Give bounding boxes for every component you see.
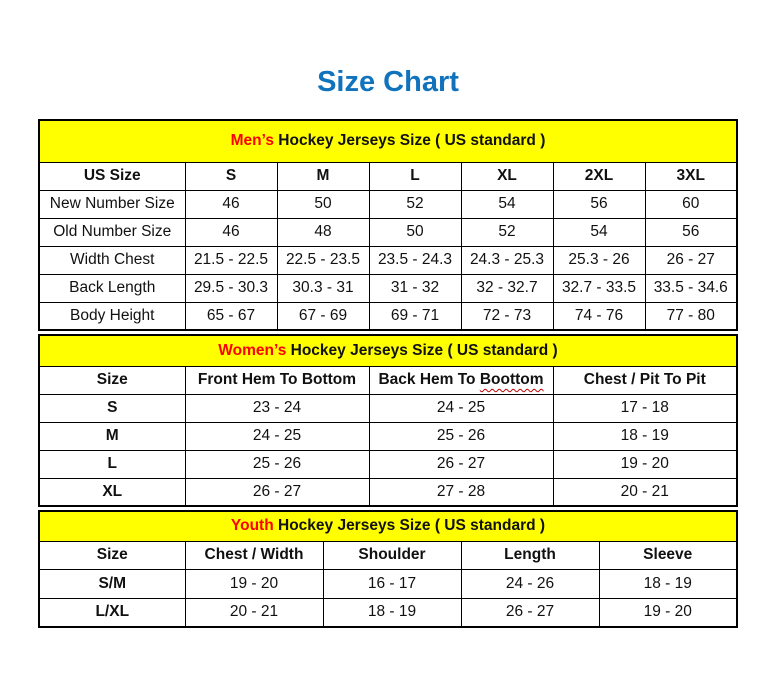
column-header: Length [461, 541, 599, 569]
row-label: Body Height [39, 302, 185, 330]
size-value-cell: 25.3 - 26 [553, 246, 645, 274]
table-row [39, 394, 737, 422]
size-value-cell: 25 - 26 [369, 422, 553, 450]
row-label: S [39, 394, 185, 422]
size-value-cell: 48 [277, 218, 369, 246]
column-header: Size [39, 541, 185, 569]
size-value-cell: 23.5 - 24.3 [369, 246, 461, 274]
table-row [39, 218, 737, 246]
size-value-cell: 20 - 21 [553, 478, 737, 506]
page-title: Size Chart [317, 66, 459, 98]
size-value-cell: 74 - 76 [553, 302, 645, 330]
column-header: XL [461, 162, 553, 190]
column-header: Shoulder [323, 541, 461, 569]
size-value-cell: 19 - 20 [553, 450, 737, 478]
row-label: L [39, 450, 185, 478]
size-value-cell: 22.5 - 23.5 [277, 246, 369, 274]
size-value-cell: 54 [553, 218, 645, 246]
row-label: M [39, 422, 185, 450]
size-value-cell: 26 - 27 [185, 478, 369, 506]
size-value-cell: 65 - 67 [185, 302, 277, 330]
column-header-row [39, 162, 737, 190]
row-label: XL [39, 478, 185, 506]
size-value-cell: 52 [369, 190, 461, 218]
size-value-cell: 46 [185, 218, 277, 246]
womens-size-chart-table [38, 334, 738, 507]
column-header-row [39, 366, 737, 394]
size-value-cell: 77 - 80 [645, 302, 737, 330]
size-value-cell: 27 - 28 [369, 478, 553, 506]
column-header: US Size [39, 162, 185, 190]
size-value-cell: 26 - 27 [369, 450, 553, 478]
size-value-cell: 52 [461, 218, 553, 246]
size-value-cell: 50 [369, 218, 461, 246]
table-row [39, 598, 737, 627]
table-row [39, 246, 737, 274]
table-row [39, 478, 737, 506]
column-header: Chest / Width [185, 541, 323, 569]
column-header: Front Hem To Bottom [185, 366, 369, 394]
section-highlight-word: Youth [230, 517, 274, 535]
size-value-cell: 26 - 27 [461, 598, 599, 627]
womens-section-header: Women’s Hockey Jerseys Size ( US standard ) [39, 335, 737, 366]
mens-size-chart-table [38, 119, 738, 331]
row-label: L/XL [39, 598, 185, 627]
table-row [39, 450, 737, 478]
column-header: M [277, 162, 369, 190]
size-value-cell: 20 - 21 [185, 598, 323, 627]
column-header: Sleeve [599, 541, 737, 569]
mens-section-header: Men’s Hockey Jerseys Size ( US standard ) [39, 120, 737, 162]
size-value-cell: 21.5 - 22.5 [185, 246, 277, 274]
size-value-cell: 72 - 73 [461, 302, 553, 330]
size-value-cell: 29.5 - 30.3 [185, 274, 277, 302]
table-row [39, 569, 737, 598]
table-row [39, 422, 737, 450]
size-value-cell: 56 [645, 218, 737, 246]
section-highlight-word: Men’s [230, 132, 274, 150]
row-label: Width Chest [39, 246, 185, 274]
misspelled-word: Boottom [479, 371, 544, 388]
size-value-cell: 46 [185, 190, 277, 218]
size-value-cell: 67 - 69 [277, 302, 369, 330]
size-value-cell: 26 - 27 [645, 246, 737, 274]
column-header: Chest / Pit To Pit [553, 366, 737, 394]
size-value-cell: 25 - 26 [185, 450, 369, 478]
size-value-cell: 24.3 - 25.3 [461, 246, 553, 274]
youth-section-header: Youth Hockey Jerseys Size ( US standard ) [39, 511, 737, 541]
size-value-cell: 54 [461, 190, 553, 218]
size-value-cell: 24 - 25 [185, 422, 369, 450]
table-row [39, 190, 737, 218]
size-value-cell: 18 - 19 [599, 569, 737, 598]
size-value-cell: 30.3 - 31 [277, 274, 369, 302]
youth-size-chart-table [38, 510, 738, 628]
size-value-cell: 19 - 20 [185, 569, 323, 598]
size-value-cell: 18 - 19 [323, 598, 461, 627]
size-value-cell: 60 [645, 190, 737, 218]
section-highlight-word: Women’s [218, 341, 287, 359]
size-value-cell: 32.7 - 33.5 [553, 274, 645, 302]
column-header: 2XL [553, 162, 645, 190]
row-label: S/M [39, 569, 185, 598]
size-value-cell: 31 - 32 [369, 274, 461, 302]
size-value-cell: 24 - 25 [369, 394, 553, 422]
size-value-cell: 16 - 17 [323, 569, 461, 598]
table-row [39, 274, 737, 302]
row-label: Old Number Size [39, 218, 185, 246]
size-value-cell: 18 - 19 [553, 422, 737, 450]
column-header: 3XL [645, 162, 737, 190]
size-value-cell: 69 - 71 [369, 302, 461, 330]
size-value-cell: 56 [553, 190, 645, 218]
size-value-cell: 32 - 32.7 [461, 274, 553, 302]
row-label: New Number Size [39, 190, 185, 218]
table-row [39, 302, 737, 330]
size-value-cell: 19 - 20 [599, 598, 737, 627]
column-header-row [39, 541, 737, 569]
size-value-cell: 17 - 18 [553, 394, 737, 422]
row-label: Back Length [39, 274, 185, 302]
column-header: Size [39, 366, 185, 394]
size-tables-container [0, 119, 776, 628]
column-header: L [369, 162, 461, 190]
size-value-cell: 24 - 26 [461, 569, 599, 598]
column-header: S [185, 162, 277, 190]
column-header: Back Hem To Boottom [369, 366, 553, 394]
size-value-cell: 50 [277, 190, 369, 218]
size-value-cell: 23 - 24 [185, 394, 369, 422]
size-value-cell: 33.5 - 34.6 [645, 274, 737, 302]
